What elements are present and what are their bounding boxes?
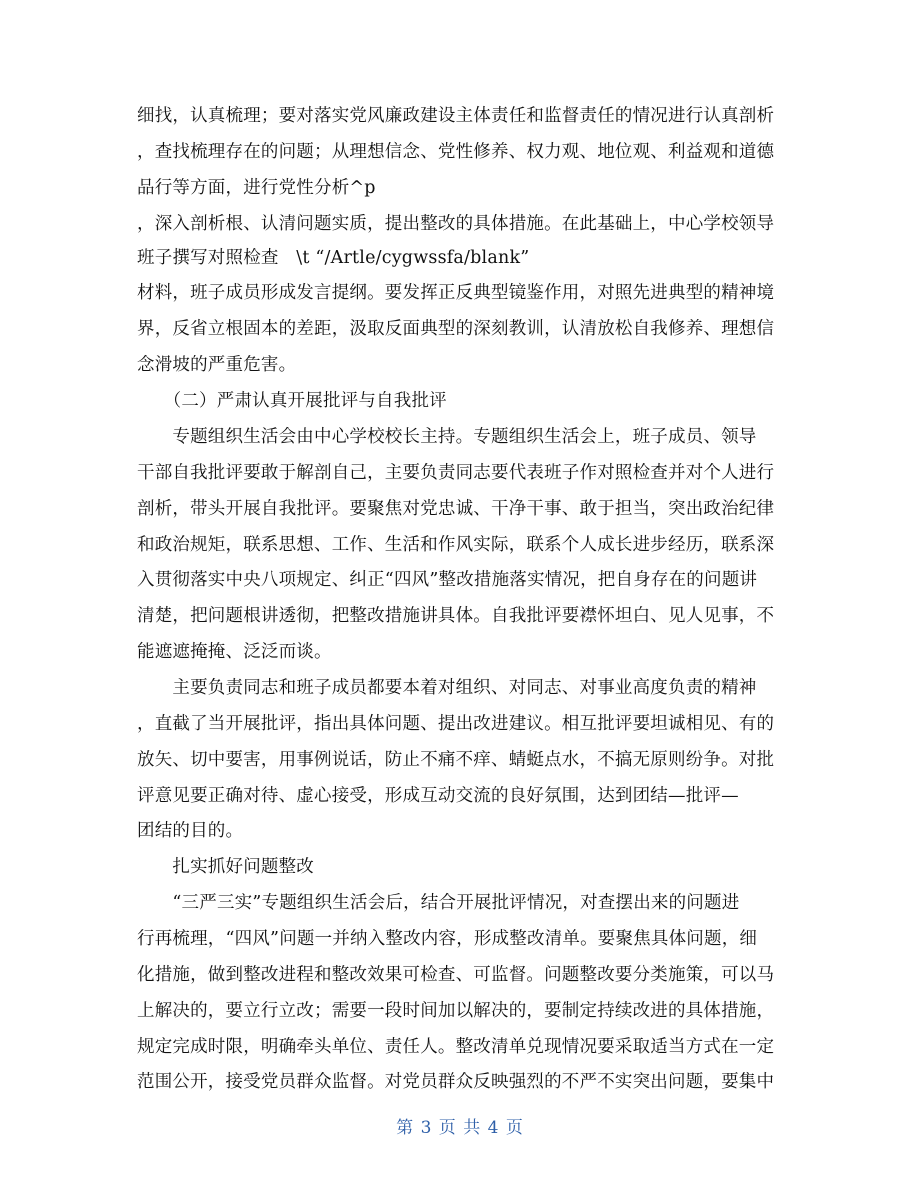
body-text-line: 品行等方面，进行党性分析^p: [137, 178, 376, 198]
body-text-line: ，查找梳理存在的问题；从理想信念、党性修养、权力观、地位观、利益观和道德: [137, 142, 775, 162]
body-text-line: 和政治规矩，联系思想、工作、生活和作风实际，联系个人成长进步经历，联系深: [137, 535, 775, 555]
body-text-line: 入贯彻落实中央八项规定、纠正“四风”整改措施落实情况，把自身存在的问题讲: [137, 570, 758, 590]
body-text-line: 清楚，把问题根讲透彻，把整改措施讲具体。自我批评要襟怀坦白、见人见事，不: [137, 606, 775, 626]
body-text-line: 行再梳理，“四风”问题一并纳入整改内容，形成整改清单。要聚焦具体问题，细: [137, 929, 758, 949]
page-number-footer: 第 3 页 共 4 页: [396, 1118, 524, 1138]
section-heading: 扎实抓好问题整改: [137, 857, 314, 877]
body-text-line: 团结的目的。: [137, 821, 244, 841]
body-text-line: 细找，认真梳理；要对落实党风廉政建设主体责任和监督责任的情况进行认真剖析: [137, 106, 775, 126]
body-text-line: 界，反省立根固本的差距，汲取反面典型的深刻教训，认清放松自我修养、理想信: [137, 319, 775, 339]
body-text-line: ，深入剖析根、认清问题实质，提出整改的具体措施。在此基础上，中心学校领导: [137, 214, 775, 234]
body-text-line: 主要负责同志和班子成员都要本着对组织、对同志、对事业高度负责的精神: [137, 678, 757, 698]
body-text-line: 专题组织生活会由中心学校校长主持。专题组织生活会上，班子成员、领导: [137, 427, 757, 447]
body-text-line: 范围公开，接受党员群众监督。对党员群众反映强烈的不严不实突出问题，要集中: [137, 1072, 775, 1092]
body-text-line: 化措施，做到整改进程和整改效果可检查、可监督。问题整改要分类施策，可以马: [137, 965, 775, 985]
body-text-line: ，直截了当开展批评，指出具体问题、提出改进建议。相互批评要坦诚相见、有的: [137, 714, 775, 734]
body-text-line: 念滑坡的严重危害。: [137, 355, 297, 375]
body-text-line: “三严三实”专题组织生活会后，结合开展批评情况，对查摆出来的问题进: [137, 893, 740, 913]
body-text-line: 材料，班子成员形成发言提纲。要发挥正反典型镜鉴作用，对照先进典型的精神境: [137, 283, 775, 303]
body-text-line: 规定完成时限，明确牵头单位、责任人。整改清单兑现情况要采取适当方式在一定: [137, 1037, 775, 1057]
body-text-line: 上解决的，要立行立改；需要一段时间加以解决的，要制定持续改进的具体措施，: [137, 1001, 775, 1021]
body-text-line: 干部自我批评要敢于解剖自己，主要负责同志要代表班子作对照检查并对个人进行: [137, 463, 775, 483]
body-text-line: 剖析，带头开展自我批评。要聚焦对党忠诚、干净干事、敢于担当，突出政治纪律: [137, 499, 775, 519]
body-text-line: 能遮遮掩掩、泛泛而谈。: [137, 642, 332, 662]
body-text-line: 放矢、切中要害，用事例说话，防止不痛不痒、蜻蜓点水，不搞无原则纷争。对批: [137, 750, 775, 770]
body-text-line: 评意见要正确对待、虚心接受，形成互动交流的良好氛围，达到团结—批评—: [137, 786, 739, 806]
section-heading: （二）严肃认真开展批评与自我批评: [137, 391, 447, 411]
body-text-line: 班子撰写对照检查 \t “/Artle/cygwssfa/blank”: [137, 248, 530, 268]
